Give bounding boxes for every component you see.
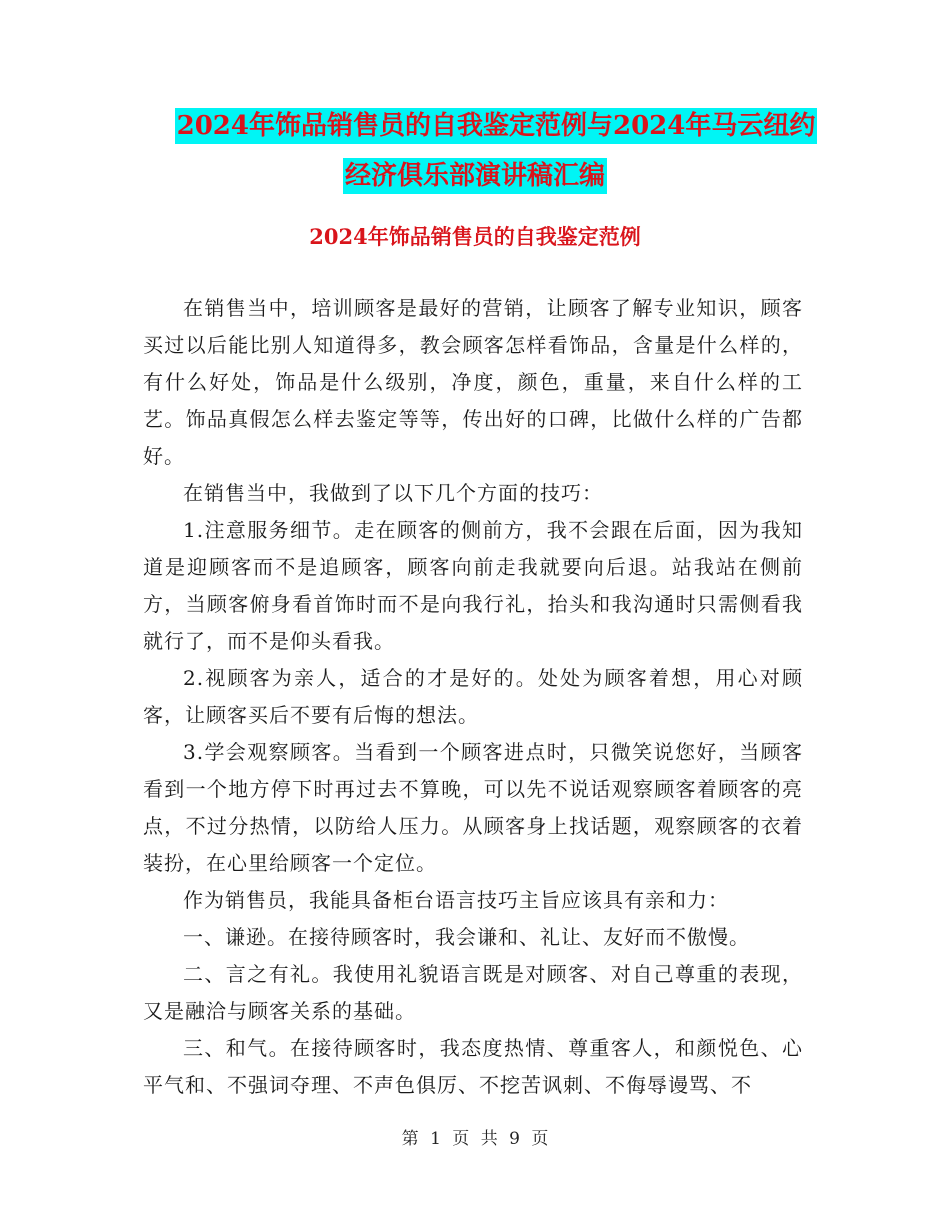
title-line-1: 2024年饰品销售员的自我鉴定范例与2024年马云纽约: [175, 108, 818, 144]
paragraph: 三、和气。在接待顾客时，我态度热情、尊重客人，和颜悦色、心平气和、不强词夺理、不声色俱厉、不挖苦讽刺、不侮辱谩骂、不: [143, 1036, 803, 1097]
section-title: 2024年饰品销售员的自我鉴定范例: [309, 224, 641, 249]
paragraph: 在销售当中，我做到了以下几个方面的技巧：: [183, 481, 603, 505]
document-body: [143, 290, 803, 1104]
paragraph: 3.学会观察顾客。当看到一个顾客进点时，只微笑说您好，当顾客看到一个地方停下时再过去不算晚，可以先不说话观察顾客着顾客的亮点，不过分热情，以防给人压力。从顾客身上找话题，观察顾客的衣着装扮，在心里给顾客一个定位。: [143, 740, 803, 875]
paragraph: 作为销售员，我能具备柜台语言技巧主旨应该具有亲和力：: [183, 888, 729, 912]
document-title: [0, 108, 950, 208]
paragraph: 二、言之有礼。我使用礼貌语言既是对顾客、对自己尊重的表现，又是融洽与顾客关系的基础。: [143, 962, 803, 1023]
paragraph: 1.注意服务细节。走在顾客的侧前方，我不会跟在后面，因为我知道是迎顾客而不是追顾客，顾客向前走我就要向后退。站我站在侧前方，当顾客俯身看首饰时而不是向我行礼，抬头和我沟通时只需侧看我就行了，而不是仰头看我。: [143, 518, 803, 653]
title-line-2: 经济俱乐部演讲稿汇编: [343, 158, 607, 194]
paragraph: 在销售当中，培训顾客是最好的营销，让顾客了解专业知识，顾客买过以后能比别人知道得多，教会顾客怎样看饰品，含量是什么样的，有什么好处，饰品是什么级别，净度，颜色，重量，来自什么样的工艺。饰品真假怎么样去鉴定等等，传出好的口碑，比做什么样的广告都好。: [143, 296, 803, 468]
paragraph: 2.视顾客为亲人，适合的才是好的。处处为顾客着想，用心对顾客，让顾客买后不要有后悔的想法。: [143, 666, 803, 727]
paragraph: 一、谦逊。在接待顾客时，我会谦和、礼让、友好而不傲慢。: [183, 925, 750, 949]
page-footer: 第 1 页 共 9 页: [401, 1129, 549, 1149]
